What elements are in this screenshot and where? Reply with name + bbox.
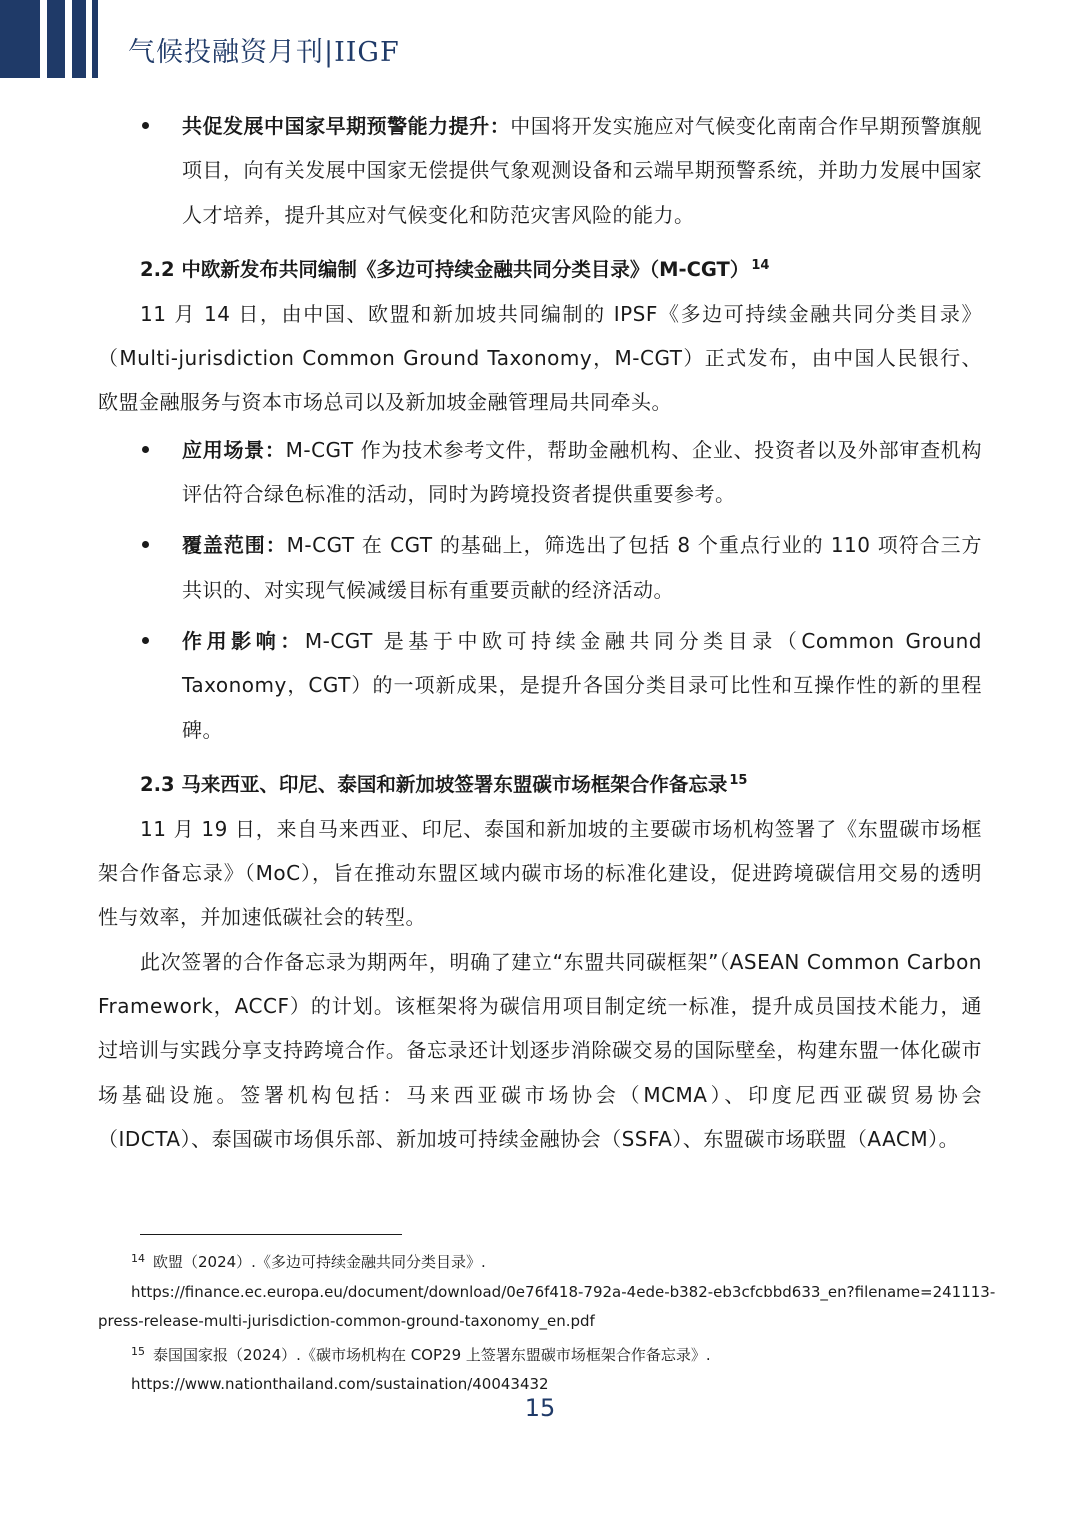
paragraph-2-3-b: 此次签署的合作备忘录为期两年，明确了建立“东盟共同碳框架”（ASEAN Common Carbon Framework，ACCF）的计划。该框架将为碳信用项目制定统一标准，提升成员国技术能力，通过培训与实践分享支持跨境合作。备忘录还计划逐步消除碳交易的国际壁垒，构建东盟一体化碳市场基础设施。签署机构包括：马来西亚碳市场协会（MCMA）、印度尼西亚碳贸易协会（IDCTA）、泰国碳市场俱乐部、新加坡可持续金融协会（SSFA）、东盟碳市场联盟（AACM）。 <box>98 949 982 1151</box>
footnote-14-citation <box>98 1244 982 1278</box>
header-logo-bar-2 <box>47 0 65 78</box>
section-heading-2-3 <box>98 759 982 807</box>
footnote-number: 14 <box>131 1252 145 1265</box>
bullet-text <box>182 619 982 752</box>
bullet-text <box>182 104 982 237</box>
bullet-icon <box>142 122 149 129</box>
footnote-14-link-continued[interactable]: press-release-multi-jurisdiction-common-ground-taxonomy_en.pdf <box>98 1312 595 1330</box>
section-heading-text: 2.3 马来西亚、印尼、泰国和新加坡签署东盟碳市场框架合作备忘录 <box>140 772 728 796</box>
bullet-text <box>182 523 982 612</box>
header-logo-bar-3 <box>72 0 86 78</box>
bullet-text <box>182 428 982 517</box>
footnote-divider <box>140 1234 402 1235</box>
footnote-citation: 欧盟（2024）.《多边可持续金融共同分类目录》. <box>153 1253 486 1271</box>
bullet-item-impact <box>98 619 982 752</box>
paragraph-2-3-a: 11 月 19 日，来自马来西亚、印尼、泰国和新加坡的主要碳市场机构签署了《东盟碳市场框架合作备忘录》（MoC），旨在推动东盟区域内碳市场的标准化建设，促进跨境碳信用交易的透明性与效率，并加速低碳社会的转型。 <box>98 816 982 930</box>
bullet-body: 中国将开发实施应对气候变化南南合作早期预警旗舰项目，向有关发展中国家无偿提供气象观测设备和云端早期预警系统，并助力发展中国家人才培养，提升其应对气候变化和防范灾害风险的能力。 <box>182 114 983 227</box>
footnotes <box>98 1244 996 1400</box>
header-title: 气候投融资月刊|IIGF <box>128 37 400 68</box>
main-content <box>98 104 982 1161</box>
bullet-body: M-CGT 在 CGT 的基础上，筛选出了包括 8 个重点行业的 110 项符合三方共识的、对实现气候减缓目标有重要贡献的经济活动。 <box>182 533 983 602</box>
section-heading-text: 2.2 中欧新发布共同编制《多边可持续金融共同分类目录》（M-CGT） <box>140 257 750 281</box>
footnote-ref-14: 14 <box>751 257 770 273</box>
bullet-item-coverage <box>98 523 982 612</box>
page-number: 15 <box>524 1394 556 1422</box>
footnote-number: 15 <box>131 1344 145 1358</box>
bullet-body: M-CGT 作为技术参考文件，帮助金融机构、企业、投资者以及外部审查机构评估符合绿色标准的活动，同时为跨境投资者提供重要参考。 <box>182 437 983 507</box>
footnote-ref-15: 15 <box>729 772 748 788</box>
bullet-label: 应用场景： <box>182 437 286 462</box>
bullet-icon <box>142 446 149 453</box>
bullet-label: 作用影响： <box>182 628 305 653</box>
bullet-icon <box>142 541 149 548</box>
footnote-citation: 泰国国家报（2024）.《碳市场机构在 COP29 上签署东盟碳市场框架合作备忘录》. <box>153 1345 711 1364</box>
paragraph-2-2: 11 月 14 日，由中国、欧盟和新加坡共同编制的 IPSF《多边可持续金融共同分类目录》（Multi-jurisdiction Common Ground Taxonomy，M-CGT）正式发布，由中国人民银行、欧盟金融服务与资本市场总司以及新加坡金融管理局共同牵头。 <box>98 301 982 415</box>
bullet-item-early-warning <box>98 104 982 237</box>
header-logo-bar-4 <box>92 0 98 78</box>
footnote-14-link[interactable]: https://finance.ec.europa.eu/document/download/0e76f418-792a-4ede-b382-eb3cfcbbd633_en?filename=241113- <box>131 1282 996 1301</box>
footnote-15-citation <box>98 1337 982 1371</box>
header-logo-bar-1 <box>0 0 40 78</box>
section-heading-2-2 <box>98 244 982 292</box>
bullet-label: 共促发展中国家早期预警能力提升： <box>182 114 511 138</box>
bullet-item-application <box>98 428 982 517</box>
footnote-15-link[interactable]: https://www.nationthailand.com/sustaination/40043432 <box>131 1375 549 1393</box>
bullet-icon <box>142 637 149 644</box>
bullet-label: 覆盖范围： <box>182 533 287 558</box>
bullet-body: M-CGT 是基于中欧可持续金融共同分类目录（Common Ground Taxonomy，CGT）的一项新成果，是提升各国分类目录可比性和互操作性的新的里程碑。 <box>182 628 983 742</box>
